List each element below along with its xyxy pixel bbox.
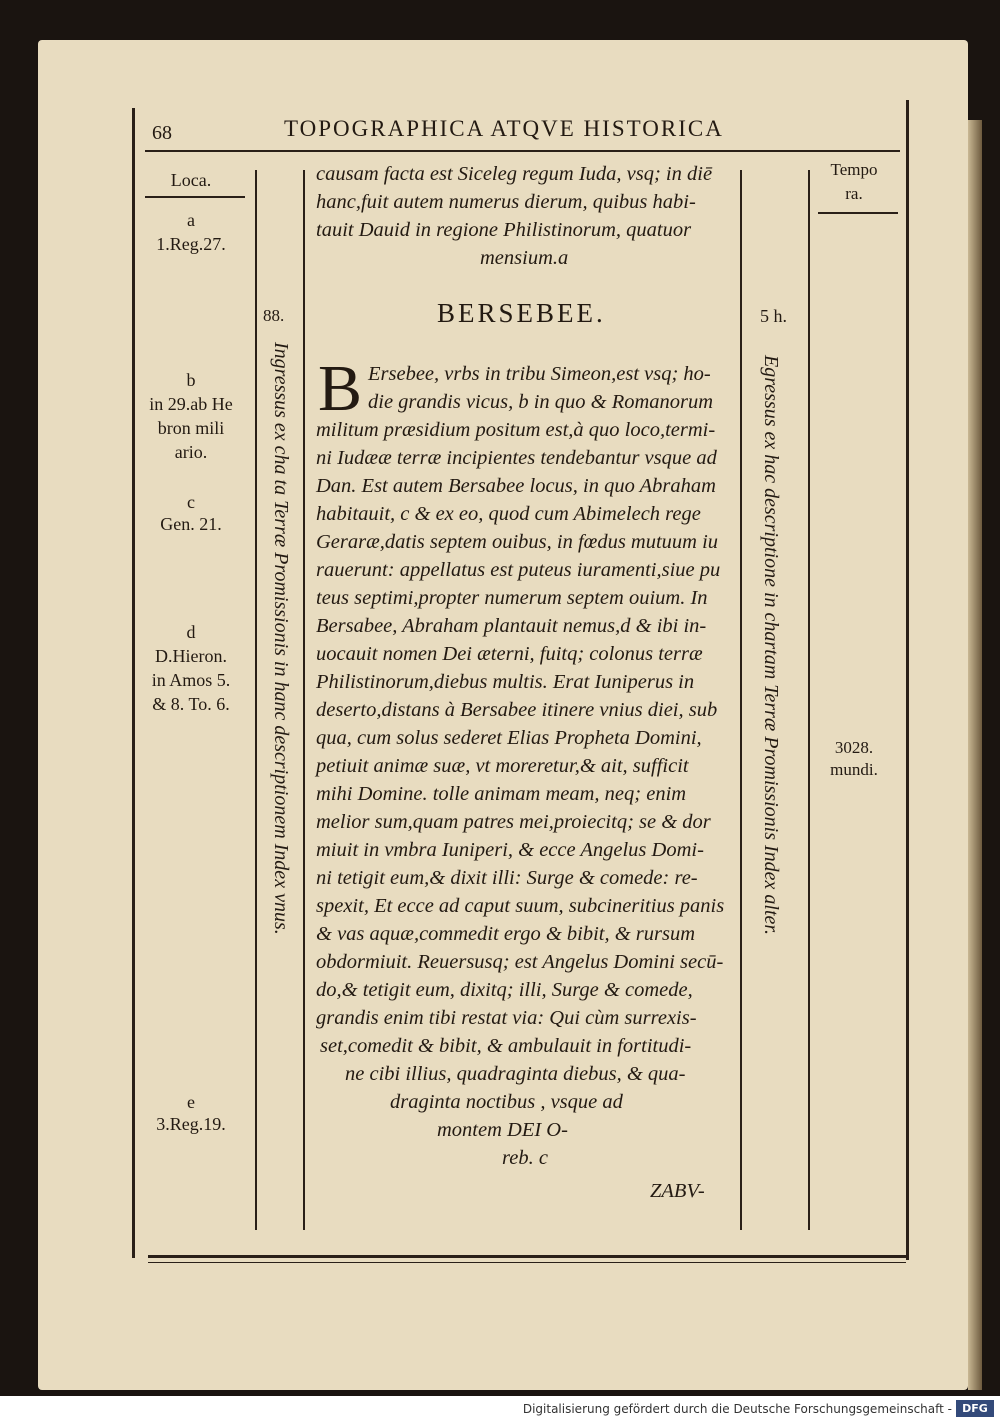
body-line: Geraræ,datis septem ouibus, in fœdus mutuum iu <box>316 531 719 553</box>
note-mark-d: d <box>186 622 196 642</box>
bottom-rule-thin <box>148 1262 906 1263</box>
note-mark-a: a <box>187 210 195 230</box>
body-line: ni Iudææ terræ incipientes tendebantur vsque ad <box>316 447 717 469</box>
page-number: 68 <box>152 122 172 144</box>
distance-right: 5 h. <box>760 306 787 326</box>
loca-underline <box>145 196 245 198</box>
body-line: habitauit, c & ex eo, quod cum Abimelech rege <box>316 503 701 525</box>
col-rule-2 <box>303 170 305 1230</box>
section-title: BERSEBEE. <box>437 298 606 328</box>
header-rule <box>145 150 900 152</box>
note-mark-e: e <box>187 1092 195 1112</box>
frame-left-rule <box>132 108 135 1258</box>
running-title: TOPOGRAPHICA ATQVE HISTORICA <box>284 116 724 141</box>
note-d-line-3: & 8. To. 6. <box>152 694 230 714</box>
digitization-footer <box>0 1396 1000 1423</box>
body-line: Bersabee, Abraham plantauit nemus,d & ibi in- <box>316 615 707 637</box>
tempora-underline <box>818 212 898 214</box>
body-line: deserto,distans à Bersabee itinere vnius diei, sub <box>316 699 718 721</box>
body-line: ni tetigit eum,& dixit illi: Surge & comede: re- <box>316 867 698 889</box>
body-line: reb. c <box>502 1147 548 1169</box>
index-vertical-left: Ingressus ex cha ta Terræ Promissionis in hanc descriptionem Index vnus. <box>270 342 292 935</box>
body-line: do,& tetigit eum, dixitq; illi, Surge & comede, <box>316 979 693 1001</box>
note-b-line-3: ario. <box>174 442 208 462</box>
intro-line-1: causam facta est Siceleg regum Iuda, vsq; in diē <box>316 163 713 185</box>
body-line: Philistinorum,diebus multis. Erat Iuniperus in <box>316 671 695 693</box>
body-line: miuit in vmbra Iuniperi, & ecce Angelus Domi- <box>316 839 704 861</box>
note-e-line-1: 3.Reg.19. <box>156 1114 226 1134</box>
note-d-line-1: D.Hieron. <box>155 646 227 666</box>
body-line: uocauit nomen Dei æterni, fuitq; colonus terræ <box>316 643 703 665</box>
intro-line-3: tauit Dauid in regione Philistinorum, quatuor <box>316 219 692 241</box>
body-line: montem DEI O- <box>437 1119 568 1141</box>
col-rule-3 <box>740 170 742 1230</box>
body-line: melior sum,quam patres mei,proiecitq; se & dor <box>316 811 711 833</box>
body-line: Dan. Est autem Bersabee locus, in quo Abraham <box>316 475 716 497</box>
body-line: mihi Domine. tolle animam meam, neq; enim <box>316 783 687 805</box>
note-a-line-1: 1.Reg.27. <box>156 234 226 254</box>
intro-line-2: hanc,fuit autem numerus dierum, quibus habi- <box>316 191 696 213</box>
body-line: militum præsidium positum est,à quo loco,termi- <box>316 419 716 441</box>
page-edge <box>968 120 982 1390</box>
note-c-line-1: Gen. 21. <box>160 514 222 534</box>
year-line-2: mundi. <box>830 760 878 779</box>
intro-line-4: mensium.a <box>480 247 569 269</box>
body-line: Ersebee, vrbs in tribu Simeon,est vsq; ho- <box>368 363 711 385</box>
drop-cap: B <box>318 352 363 425</box>
index-vertical-right: Egressus ex hac descriptione in chartam Terræ Promissionis Index alter. <box>760 355 782 935</box>
body-line: draginta noctibus , vsque ad <box>390 1091 623 1113</box>
body-line: rauerunt: appellatus est puteus iuramenti,siue pu <box>316 559 721 581</box>
year-line-1: 3028. <box>834 738 874 757</box>
tempora-heading-1: Tempo <box>830 160 878 179</box>
body-line: spexit, Et ecce ad caput suum, subcineritius panis <box>316 895 725 917</box>
body-line: set,comedit & bibit, & ambulauit in fortitudi- <box>320 1035 692 1057</box>
col-rule-1 <box>255 170 257 1230</box>
distance-left: 88. <box>263 306 285 325</box>
body-line: die grandis vicus, b in quo & Romanorum <box>368 391 714 413</box>
col-rule-4 <box>808 170 810 1230</box>
body-line: & vas aquæ,commedit ergo & bibit, & rursum <box>316 923 696 945</box>
body-line: grandis enim tibi restat via: Qui cùm surrexis- <box>316 1007 697 1029</box>
frame-right-rule <box>906 100 909 1260</box>
body-line: qua, cum solus sederet Elias Propheta Domini, <box>316 727 702 749</box>
bottom-rule <box>148 1255 906 1258</box>
body-line: teus septimi,propter numerum septem ouium. In <box>316 587 708 609</box>
loca-heading: Loca. <box>170 170 212 190</box>
body-line: ne cibi illius, quadraginta diebus, & qua- <box>345 1063 686 1085</box>
note-mark-b: b <box>186 370 196 390</box>
body-line: petiuit animæ suæ, vt moreretur,& ait, sufficit <box>316 755 689 777</box>
note-b-line-2: bron mili <box>157 418 225 438</box>
note-mark-c: c <box>187 492 195 512</box>
dfg-logo: DFG <box>956 1400 994 1417</box>
footer-credit: Digitalisierung gefördert durch die Deutsche Forschungsgemeinschaft - <box>522 1402 952 1416</box>
body-line: obdormiuit. Reuersusq; est Angelus Domini secū- <box>316 951 724 973</box>
catchword: ZABV- <box>650 1180 705 1202</box>
tempora-heading-2: ra. <box>845 184 863 203</box>
note-d-line-2: in Amos 5. <box>151 670 231 690</box>
note-b-line-1: in 29.ab He <box>149 394 233 414</box>
